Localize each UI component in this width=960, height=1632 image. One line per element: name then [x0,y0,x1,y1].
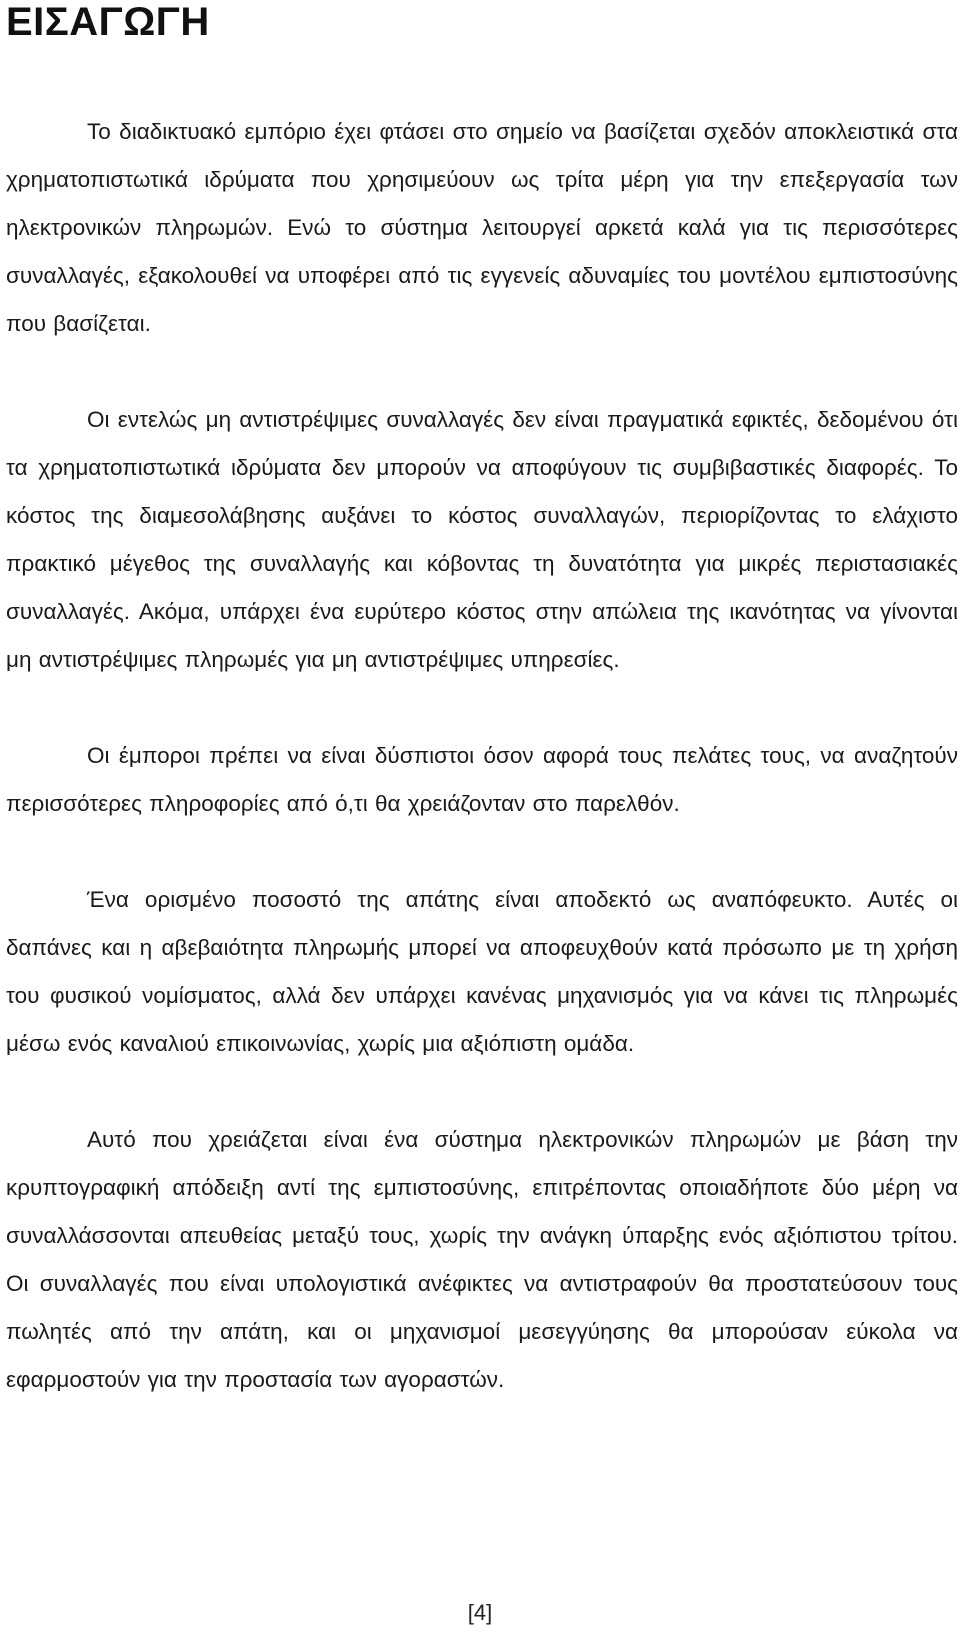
page-number: [4] [467,1600,493,1625]
paragraph-3: Οι έμποροι πρέπει να είναι δύσπιστοι όσον αφορά τους πελάτες τους, να αναζητούν περισσότερες πληροφορίες από ό,τι θα χρειάζονταν στο παρελθόν. [6,743,958,816]
paragraph-1: Το διαδικτυακό εμπόριο έχει φτάσει στο σημείο να βασίζεται σχεδόν αποκλειστικά στα χρηματοπιστωτικά ιδρύματα που χρησιμεύουν ως τρίτα μέρη για την επεξεργασία των ηλεκτρονικών πληρωμών. Ενώ το σύστημα λειτουργεί αρκετά καλά για τις περισσότερες συναλλαγές, εξακολουθεί να υποφέρει από τις εγγενείς αδυναμίες του μοντέλου εμπιστοσύνης που βασίζεται. [6,119,958,336]
paragraph-4: Ένα ορισμένο ποσοστό της απάτης είναι αποδεκτό ως αναπόφευκτο. Αυτές οι δαπάνες και η αβεβαιότητα πληρωμής μπορεί να αποφευχθούν κατά πρόσωπο με τη χρήση του φυσικού νομίσματος, αλλά δεν υπάρχει κανένας μηχανισμός για να κάνει τις πληρωμές μέσω ενός καναλιού επικοινωνίας, χωρίς μια αξιόπιστη ομάδα. [6,887,958,1056]
section-heading: ΕΙΣΑΓΩΓΗ [6,0,210,44]
paragraph-2: Οι εντελώς μη αντιστρέψιμες συναλλαγές δεν είναι πραγματικά εφικτές, δεδομένου ότι τα χρηματοπιστωτικά ιδρύματα δεν μπορούν να αποφύγουν τις συμβιβαστικές διαφορές. Το κόστος της διαμεσολάβησης αυξάνει το κόστος συναλλαγών, περιορίζοντας το ελάχιστο πρακτικό μέγεθος της συναλλαγής και κόβοντας τη δυνατότητα για μικρές περιστασιακές συναλλαγές. Ακόμα, υπάρχει ένα ευρύτερο κόστος στην απώλεια της ικανότητας να γίνονται μη αντιστρέψιμες πληρωμές για μη αντιστρέψιμες υπηρεσίες. [6,407,958,672]
paragraph-5: Αυτό που χρειάζεται είναι ένα σύστημα ηλεκτρονικών πληρωμών με βάση την κρυπτογραφική απόδειξη αντί της εμπιστοσύνης, επιτρέποντας οποιαδήποτε δύο μέρη να συναλλάσσονται απευθείας μεταξύ τους, χωρίς την ανάγκη ύπαρξης ενός αξιόπιστου τρίτου. Οι συναλλαγές που είναι υπολογιστικά ανέφικτες να αντιστραφούν θα προστατεύσουν τους πωλητές από την απάτη, και οι μηχανισμοί μεσεγγύησης θα μπορούσαν εύκολα να εφαρμοστούν για την προστασία των αγοραστών. [6,1127,958,1392]
body-text [6,108,958,1404]
